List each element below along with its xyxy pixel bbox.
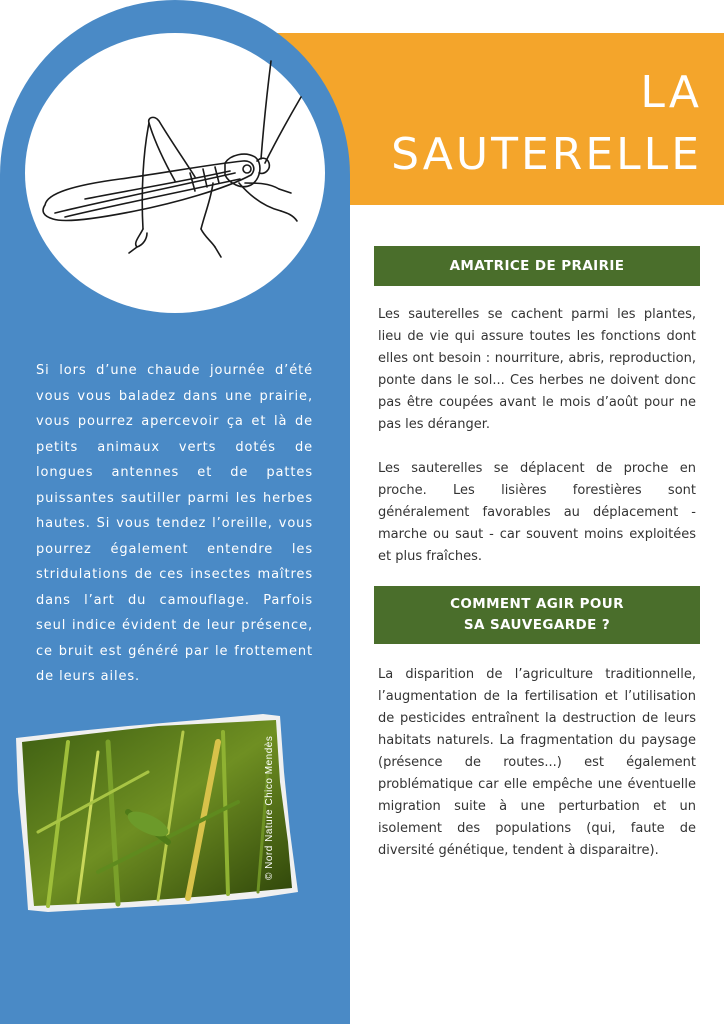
section-heading-sauvegarde-line-2: SA SAUVEGARDE ? xyxy=(463,617,611,633)
intro-paragraph: Si lors d’une chaude journée d’été vous vous baladez dans une prairie, vous pourrez apercevoir ça et là de petits animaux verts dotés de longues antennes et de pattes puissantes sautiller parmi les herbes hautes. Si vous tendez l’oreille, vous pourrez également entendre les stridulations de ces insectes maîtres dans l’art du camouflage. Parfois seul indice évident de leur présence, ce bruit est généré par le frottement de leurs ailes. xyxy=(36,363,313,684)
section-heading-prairie-text: AMATRICE DE PRAIRIE xyxy=(449,258,625,274)
section-heading-sauvegarde-line-1: COMMENT AGIR POUR xyxy=(450,596,624,612)
illustration-circle xyxy=(25,33,325,313)
grasshopper-icon xyxy=(25,33,325,313)
section-heading-prairie xyxy=(374,246,700,286)
title-line-2: SAUTERELLE xyxy=(391,129,702,180)
section-paragraph-2: Les sauterelles se déplacent de proche en proche. Les lisières forestières sont généralement favorables au déplacement - marche ou saut - car souvent moins exploitées et plus fraîches. xyxy=(378,461,696,564)
section-paragraph-1: Les sauterelles se cachent parmi les plantes, lieu de vie qui assure toutes les fonctions dont elles ont besoin : nourriture, abris, reproduction, ponte dans le sol... Ces herbes ne doivent donc pas être coupées avant le mois d’août pour ne pas les déranger. xyxy=(378,307,696,432)
section-paragraph-3: La disparition de l’agriculture traditionnelle, l’augmentation de la fertilisation et l’utilisation de pesticides entraînent la destruction de leurs habitats naturels. La fragmentation du paysage (présence de routes...) est également problématique car elle empêche une éventuelle migration suite à une perturbation et un isolement des populations (qui, faute de diversité génétique, tendent à disparaitre). xyxy=(378,667,696,858)
page-title xyxy=(391,62,702,186)
photo-image xyxy=(8,712,308,917)
title-line-1: LA xyxy=(640,67,702,118)
photo-credit: © Nord Nature Chico Mendès xyxy=(264,735,275,880)
section-heading-sauvegarde xyxy=(374,586,700,644)
grasshopper-photo xyxy=(8,712,308,917)
